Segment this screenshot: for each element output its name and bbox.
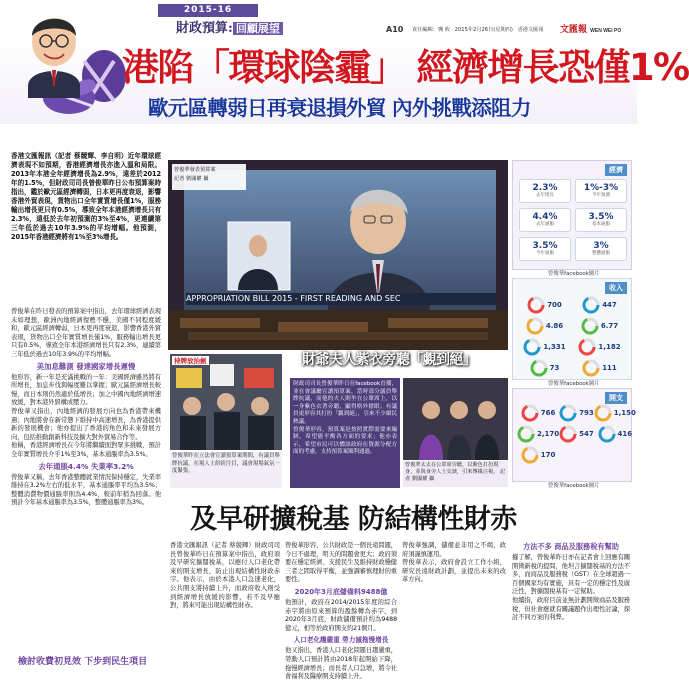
revenue-panel-title: 收入 [605,282,627,294]
economy-tile [575,237,627,261]
screen-ticker: APPROPRIATION BILL 2015 - FIRST READING AND SEC [186,293,496,305]
expenditure-value: 170 [540,450,556,459]
lead-paragraph: 香港文匯報訊（記者 蔡競輝、李自明）近年環球經濟表現不如預期，香港經濟增長亦進入溫和局限。2013年本港全年經濟增長為2.9%，遠差於2012年的1.5%，但財政司司長曾俊華昨日公布預算案時指出，鑑於歐元區經濟轉弱，日本更再度衰退，影響香港外貿表現，貨物出口全年實質增長僅1%，服務輸出增長更只有0.5%，導致全年本港經濟增長只有2.3%，遠低於去年初預測的3%至4%，更連續第三年低於過去10年3.9%的平均增幅。他預測，2015年香港經濟將有1%至3%增長。 [11,152,161,241]
bottom-paragraph: 他又指出，香港人口老化問題日趨嚴重，勞動人口預計將由2018年起開始下降，拖慢經濟增長；而長者人口急增，將令社會福利及醫療開支持續上升。 [285,647,397,681]
col1-paragraph: 曾俊華又稱，去年香港整體就業情況保持穩定，失業率維持在3.2%左右的低水平，基本通脹率平均為3.5%；整體消費物價通脹率則為4.4%，較前年稍為回落。他預計今年基本通脹率為3.5%，整體通脹率為3%。 [11,473,161,507]
revenue-value: 447 [602,300,617,309]
article-column-1 [11,308,161,668]
economy-label: 去年增長 [536,193,554,198]
gallery-caption [403,461,508,487]
revenue-donut-icon [527,296,545,314]
main-headline: 港陷「環球陰霾」 經濟增長恐僅1% [122,46,689,89]
expenditure-panel-title: 開支 [605,392,627,404]
expenditure-grid [517,403,636,464]
bottom-paragraph: 他續指，政府目前並無計劃開徵商品及服務稅，但社會應就有關議題作出理性討論，探討不同方案的利弊。 [512,596,630,622]
overlay-article [290,378,400,488]
expenditure-value: 547 [579,429,594,438]
revenue-tile [517,295,572,314]
overlay-title: 財爺夫人紫衣旁聽「覷到絕」 [302,352,477,368]
economy-panel-title: 經濟 [605,164,627,176]
bottom-column-4 [512,540,630,670]
bottom-subheading-1: 2020年3月底儲備料9488億 [294,587,388,596]
revenue-caption: 曾俊華facebook圖片 [548,381,600,387]
col1-paragraph: 曾俊華又指出，內地經濟的發展方向也為香港帶來機遇；內地將會在新常態下維持中高速增長，為香港提供新的發展機會；他亦提出了香港的角色和未來發展方向，包括推動創新科技及擴大對外貿易合作等。 [11,407,161,441]
revenue-value: 4.86 [545,321,564,330]
sub-headline: 歐元區轉弱日再衰退損外貿 內外挑戰添阻力 [148,96,531,120]
page-number: A10 [386,25,404,34]
revenue-donut-icon [578,338,596,356]
inset-caption: 曾俊華昨在立法會宣讀預算案期間，有議員舉牌抗議，在場人士紛紛注目，議會現場氣氛一度緊張。 [170,452,282,488]
revenue-value: 73 [549,363,560,372]
revenue-value: 1,331 [543,342,566,351]
economy-caption: 曾俊華facebook圖片 [548,271,600,277]
revenue-tile [517,316,572,335]
expenditure-value: 2,170 [537,429,560,438]
expenditure-value: 766 [540,408,556,417]
revenue-donut-icon [582,359,600,377]
revenue-donut-icon [523,338,541,356]
expenditure-tile [594,424,636,443]
col1-paragraph: 曾俊華在昨日發表的預算案中指出，去年環球經濟表現未如理想，歐洲內地經濟復甦不穩，美國不同程度緩和，歐元區經濟轉弱，日本更再度衰退，影響香港外貿表現，貨物出口全年實質增長僅1%，服務輸出增長更只有0.5%，導致全年本港經濟增長只有2.3%，連續第三年低於過去10年3.9%的平均增幅。 [11,308,161,358]
paper-logo [560,22,621,35]
revenue-donut-icon [582,296,600,314]
editor: 責任編輯：龔 攸 [412,27,450,33]
photo-credit-box [172,164,246,190]
logo-text: 文匯報 [560,25,588,35]
economy-tile [519,208,571,232]
bottom-paragraph: 曾俊華強調，儲備並非用之不竭，政府須謹慎運用。 [402,542,506,558]
section-title [176,17,283,36]
revenue-tile [572,316,627,335]
revenue-tile [517,337,572,356]
expenditure-tile [517,403,559,422]
revenue-value: 111 [602,363,617,372]
expenditure-value: 793 [579,408,594,417]
revenue-donut-icon [526,317,544,335]
col1-subheading-2: 去年通脹4.4% 失業率3.2% [38,461,134,471]
revenue-value: 700 [547,300,562,309]
bottom-paragraph: 曾俊華形容，公共財政是一個長遠問題，今日不處理，明天的問題會更大；政府須要在穩定經濟、支援民生及維持財政穩健三者之間取得平衡，並強調審慎理財的重要性。 [285,542,397,584]
revenue-panel [512,278,632,380]
section-colon: : [228,21,233,36]
revenue-grid [517,295,627,377]
inset-label: 持牌放抬劍 [174,357,207,365]
logo-en: WEN WEI PO [590,28,622,34]
main-photo [168,160,508,350]
economy-value: 3% [593,241,609,251]
revenue-tile [572,295,627,314]
economy-value: 3.5% [532,241,558,251]
economy-tile [519,237,571,261]
expenditure-donut-icon [559,425,577,443]
economy-tile [575,179,627,203]
bottom-paragraph: 據了解，曾俊華昨日亦在記者會上回應有關開徵新稅的提問，他坦言擴闊稅基的方法不多，而商品及服務稅（GST）在全球超過一百個國家均有實施，具有一定的穩定性及廣泛性，對擴闊稅基有一定幫助。 [512,554,630,596]
economy-value: 3.5% [588,212,614,222]
expenditure-donut-icon [521,404,539,422]
editor-line [412,26,544,33]
section-sub: 回顧展望 [233,22,283,35]
bottom-headline: 及早研擴稅基 防結構性財赤 [190,504,517,535]
expenditure-tile [559,403,594,422]
economy-label: 去年通脹 [536,222,554,227]
economy-value: 4.4% [532,212,558,222]
overlay-paragraph: 曾俊華形容，預算案是按照實際需要來編制，希望能平衡各方面的要求；他亦表示，希望市民可以體諒政府在資源分配方面的考慮，支持預算案順利通過。 [293,426,397,456]
economy-tile [519,179,571,203]
expenditure-donut-icon [521,446,539,464]
gallery-caption-credit: 記者 劉國權 攝 [405,469,506,482]
revenue-donut-icon [581,317,599,335]
economy-label: 整體通脹 [592,251,610,256]
issue-date: 2015年2月26日(星期四) [454,27,513,33]
economy-value: 2.3% [532,183,558,193]
expenditure-tile [594,403,636,422]
revenue-tile [517,358,572,377]
col1-paragraph: 他稱，香港經濟增長在今年將繼續面對眾多挑戰，預計全年實質增長介乎1%至3%，基本通脹率為3.5%。 [11,442,161,458]
col1-paragraph: 他形容，新一年是充滿挑戰的一年：美國經濟雖然將有所增長，加息步伐與幅度難以掌握；歐元區經濟增長較慢，而日本則仍然處於低增長；加之中國內地經濟增速放緩，對本港外貿構成壓力。 [11,373,161,407]
expenditure-value: 1,150 [613,408,636,417]
paper-name: 香港文匯報 [517,27,544,33]
expenditure-tile [517,445,559,464]
revenue-value: 6.77 [600,321,619,330]
col1-bottom-title: 檢討收費初見效 下步到民生項目 [18,657,148,667]
bottom-paragraph: 香港文匯報訊（記者 蔡競輝）財政司司長曾俊華昨日在預算案中指出，政府須及早研究擴闊稅基，以應付人口老化帶來的開支增長，防止出現結構性財政赤字。他表示，由於本港人口急速老化，公共開支將持續上升，而政府收入則受到經濟增長放緩的影響，若不及早應對，將來可能出現結構性財赤。 [170,542,280,610]
bottom-column-1 [170,542,280,670]
bottom-column-3 [402,542,506,670]
expenditure-donut-icon [598,425,616,443]
economy-label: 基本通脹 [592,222,610,227]
bottom-column-2 [285,542,397,681]
expenditure-tile [559,424,594,443]
portrait-cartoon [14,6,132,118]
section-main: 財政預算 [176,21,229,36]
col1-subheading-1: 美加息難測 發達國家增長遲慢 [36,361,136,371]
lead-column [11,152,161,242]
expenditure-value: 416 [617,429,633,438]
economy-label: 今年通脹 [536,251,554,256]
economy-panel [512,160,632,270]
revenue-donut-icon [530,359,548,377]
gallery-caption-text: 曾俊華太太在公眾席旁聽，以紫色打扮現身，並與身旁人士交談，引來傳媒注視。 [405,462,499,475]
economy-value: 1%-3% [583,183,619,193]
economy-tile [575,208,627,232]
inset-protest-photo [170,354,282,450]
overlay-paragraph: 財政司司長曾俊華昨日在facebook直播，並在會議廳宣讀預算案，當時部分議員舉牌抗議，而他的夫人則坐在公眾席上，以一身紫色衣著旁聽，顯得格外搶眼；有議員更形容其打扮「覷到絕」，引來不少網民熱議。 [293,381,397,425]
bottom-paragraph: 曾俊華表示，政府會設立工作小組，研究長遠財政計劃，並提出未來的改革方向。 [402,559,506,584]
economy-label: 今年預測 [592,193,610,198]
economy-grid [519,179,627,261]
expenditure-panel [512,388,636,482]
photo-credit-reporter: 記者 劉國權 攝 [174,176,209,182]
revenue-tile [572,337,627,356]
expenditure-caption: 曾俊華facebook圖片 [548,483,600,489]
expenditure-donut-icon [517,425,535,443]
expenditure-tile [517,424,559,443]
bottom-subheading-2: 人口老化趨嚴重 勞力減拖慢增長 [293,636,389,645]
revenue-value: 1,182 [598,342,621,351]
bottom-paragraph: 他預計，政府在2014/2015年度的綜合赤字將由原來預算的盈餘轉為赤字，到2020年3月底，財政儲備預計約為9488億元，相等於政府開支約21個月。 [285,598,397,632]
gallery-photo [403,378,508,460]
expenditure-donut-icon [559,404,577,422]
photo-credit-line: 曾俊華發表預算案 [174,167,216,173]
bottom-subheading-3: 方法不多 商品及服務稅有幫助 [523,542,619,551]
expenditure-donut-icon [594,404,612,422]
year-badge: 2015-16 [158,4,258,17]
revenue-tile [572,358,627,377]
